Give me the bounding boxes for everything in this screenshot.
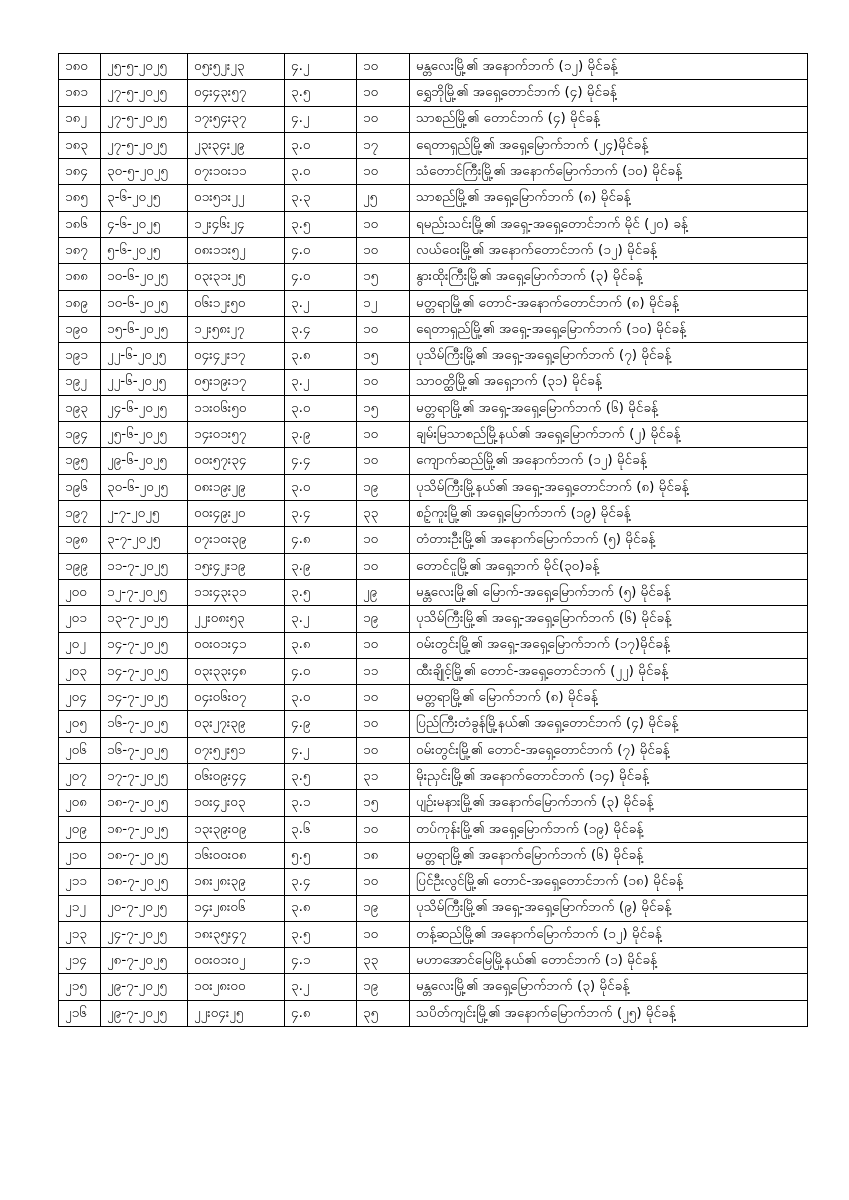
- date-cell: ၁၄-၇-၂၀၂၅: [101, 658, 188, 684]
- location-cell: မိုးညှင်းမြို့၏ အနောက်တောင်ဘက် (၁၄) မိုင်ခန့်: [410, 764, 808, 790]
- location-cell: ပုသိမ်ကြီးမြို့၏ အရှေ့-အရှေ့မြောက်ဘက် (၆) မိုင်ခန့်: [410, 606, 808, 632]
- serial-cell: ၁၈၉: [59, 290, 101, 316]
- location-cell: ကျောက်ဆည်မြို့၏ အနောက်ဘက် (၁၂) မိုင်ခန့်: [410, 448, 808, 474]
- serial-cell: ၁၉၇: [59, 501, 101, 527]
- table-body: [59, 54, 808, 1027]
- serial-cell: ၂၁၀: [59, 842, 101, 868]
- time-cell: ၀၈း၁၉း၂၉: [188, 474, 285, 500]
- table-row: [59, 80, 808, 106]
- date-cell: ၁၆-၇-၂၀၂၅: [101, 737, 188, 763]
- magnitude-cell: ၄.၈: [285, 527, 357, 553]
- depth-cell: ၂၅: [357, 185, 410, 211]
- depth-cell: ၁၀: [357, 816, 410, 842]
- depth-cell: ၁၀: [357, 422, 410, 448]
- date-cell: ၁၇-၇-၂၀၂၅: [101, 764, 188, 790]
- depth-cell: ၁၅: [357, 264, 410, 290]
- date-cell: ၂-၇-၂၀၂၅: [101, 501, 188, 527]
- magnitude-cell: ၃.၈: [285, 632, 357, 658]
- table-row: [59, 790, 808, 816]
- depth-cell: ၃၃: [357, 501, 410, 527]
- magnitude-cell: ၄.၀: [285, 238, 357, 264]
- serial-cell: ၁၈၁: [59, 80, 101, 106]
- date-cell: ၃-၇-၂၀၂၅: [101, 527, 188, 553]
- magnitude-cell: ၃.၂: [285, 369, 357, 395]
- time-cell: ၀၀း၀၁း၄၁: [188, 632, 285, 658]
- serial-cell: ၂၁၄: [59, 948, 101, 974]
- depth-cell: ၁၀: [357, 527, 410, 553]
- location-cell: မန္တလေးမြို့၏ မြောက်-အရှေ့မြောက်ဘက် (၅) မိုင်ခန့်: [410, 579, 808, 605]
- table-row: [59, 106, 808, 132]
- location-cell: မတ္တရာမြို့၏ တောင်-အနောက်တောင်ဘက် (၈) မိုင်ခန့်: [410, 290, 808, 316]
- serial-cell: ၂၀၆: [59, 737, 101, 763]
- date-cell: ၂၂-၆-၂၀၂၅: [101, 343, 188, 369]
- table-row: [59, 54, 808, 80]
- depth-cell: ၁၁: [357, 658, 410, 684]
- date-cell: ၃၀-၆-၂၀၂၅: [101, 474, 188, 500]
- depth-cell: ၁၀: [357, 80, 410, 106]
- table-row: [59, 869, 808, 895]
- magnitude-cell: ၄.၉: [285, 711, 357, 737]
- magnitude-cell: ၃.၁: [285, 790, 357, 816]
- table-row: [59, 921, 808, 947]
- magnitude-cell: ၅.၅: [285, 842, 357, 868]
- serial-cell: ၂၀၄: [59, 685, 101, 711]
- date-cell: ၃၀-၅-၂၀၂၅: [101, 159, 188, 185]
- depth-cell: ၁၉: [357, 606, 410, 632]
- date-cell: ၂၉-၆-၂၀၂၅: [101, 448, 188, 474]
- time-cell: ၁၈း၂၈း၃၉: [188, 869, 285, 895]
- depth-cell: ၁၇: [357, 132, 410, 158]
- depth-cell: ၁၅: [357, 343, 410, 369]
- magnitude-cell: ၄.၂: [285, 106, 357, 132]
- magnitude-cell: ၃.၅: [285, 80, 357, 106]
- time-cell: ၁၈း၃၅း၄၇: [188, 921, 285, 947]
- table-row: [59, 842, 808, 868]
- date-cell: ၂၅-၆-၂၀၂၅: [101, 422, 188, 448]
- time-cell: ၀၄း၄၂း၁၇: [188, 343, 285, 369]
- table-row: [59, 632, 808, 658]
- time-cell: ၀၀း၄၉း၂၀: [188, 501, 285, 527]
- table-row: [59, 264, 808, 290]
- serial-cell: ၂၁၃: [59, 921, 101, 947]
- table-row: [59, 369, 808, 395]
- location-cell: ပုသိမ်ကြီးမြို့၏ အရှေ့-အရှေ့မြောက်ဘက် (၇) မိုင်ခန့်: [410, 343, 808, 369]
- magnitude-cell: ၃.၄: [285, 316, 357, 342]
- time-cell: ၂၂း၀၈း၅၃: [188, 606, 285, 632]
- depth-cell: ၁၅: [357, 790, 410, 816]
- magnitude-cell: ၄.၈: [285, 1000, 357, 1026]
- table-row: [59, 211, 808, 237]
- magnitude-cell: ၃.၂: [285, 290, 357, 316]
- magnitude-cell: ၄.၂: [285, 54, 357, 80]
- table-row: [59, 737, 808, 763]
- depth-cell: ၁၀: [357, 316, 410, 342]
- time-cell: ၁၂း၅၈း၂၇: [188, 316, 285, 342]
- date-cell: ၂၇-၅-၂၀၂၅: [101, 132, 188, 158]
- time-cell: ၁၄း၀၁း၅၇: [188, 422, 285, 448]
- table-row: [59, 895, 808, 921]
- earthquake-table: [58, 53, 808, 1027]
- date-cell: ၂၄-၆-၂၀၂၅: [101, 395, 188, 421]
- depth-cell: ၁၀: [357, 106, 410, 132]
- depth-cell: ၁၀: [357, 711, 410, 737]
- magnitude-cell: ၃.၀: [285, 395, 357, 421]
- serial-cell: ၁၈၃: [59, 132, 101, 158]
- depth-cell: ၁၀: [357, 448, 410, 474]
- time-cell: ၀၅း၅၂း၂၃: [188, 54, 285, 80]
- serial-cell: ၁၉၂: [59, 369, 101, 395]
- table-row: [59, 711, 808, 737]
- serial-cell: ၁၉၅: [59, 448, 101, 474]
- table-row: [59, 132, 808, 158]
- serial-cell: ၁၉၄: [59, 422, 101, 448]
- location-cell: တံတားဦးမြို့၏ အနောက်မြောက်ဘက် (၅) မိုင်ခန့်: [410, 527, 808, 553]
- serial-cell: ၂၁၅: [59, 974, 101, 1000]
- time-cell: ၀၃း၃၁း၂၅: [188, 264, 285, 290]
- table-row: [59, 579, 808, 605]
- table-row: [59, 501, 808, 527]
- depth-cell: ၁၀: [357, 238, 410, 264]
- serial-cell: ၂၀၇: [59, 764, 101, 790]
- time-cell: ၁၀း၂၈း၀၀: [188, 974, 285, 1000]
- depth-cell: ၁၀: [357, 211, 410, 237]
- magnitude-cell: ၄.၂: [285, 737, 357, 763]
- depth-cell: ၃၅: [357, 1000, 410, 1026]
- serial-cell: ၁၉၁: [59, 343, 101, 369]
- table-row: [59, 448, 808, 474]
- table-row: [59, 974, 808, 1000]
- date-cell: ၃-၆-၂၀၂၅: [101, 185, 188, 211]
- magnitude-cell: ၃.၅: [285, 211, 357, 237]
- date-cell: ၁၈-၇-၂၀၂၅: [101, 790, 188, 816]
- location-cell: မတ္တရာမြို့၏ မြောက်ဘက် (၈) မိုင်ခန့်: [410, 685, 808, 711]
- table-row: [59, 395, 808, 421]
- serial-cell: ၁၈၆: [59, 211, 101, 237]
- serial-cell: ၂၀၉: [59, 816, 101, 842]
- date-cell: ၂၄-၇-၂၀၂၅: [101, 921, 188, 947]
- serial-cell: ၂၁၁: [59, 869, 101, 895]
- location-cell: နွားထိုးကြီးမြို့၏ အရှေ့မြောက်ဘက် (၃) မိုင်ခန့်: [410, 264, 808, 290]
- serial-cell: ၂၀၈: [59, 790, 101, 816]
- time-cell: ၀၆း၁၂း၅၀: [188, 290, 285, 316]
- magnitude-cell: ၃.၀: [285, 159, 357, 185]
- depth-cell: ၁၀: [357, 54, 410, 80]
- date-cell: ၁၆-၇-၂၀၂၅: [101, 711, 188, 737]
- date-cell: ၁၄-၇-၂၀၂၅: [101, 685, 188, 711]
- time-cell: ၀၀း၀၁း၀၂: [188, 948, 285, 974]
- serial-cell: ၁၉၀: [59, 316, 101, 342]
- depth-cell: ၁၀: [357, 921, 410, 947]
- location-cell: ပုသိမ်ကြီးမြို့နယ်၏ အရှေ့-အရှေ့တောင်ဘက် (၈) မိုင်ခန့်: [410, 474, 808, 500]
- date-cell: ၄-၆-၂၀၂၅: [101, 211, 188, 237]
- magnitude-cell: ၃.၉: [285, 422, 357, 448]
- location-cell: ပြင်ဦးလွင်မြို့၏ တောင်-အရှေ့တောင်ဘက် (၁၈) မိုင်ခန့်: [410, 869, 808, 895]
- magnitude-cell: ၄.၀: [285, 658, 357, 684]
- date-cell: ၂၇-၅-၂၀၂၅: [101, 106, 188, 132]
- location-cell: မတ္တရာမြို့၏ အနောက်မြောက်ဘက် (၆) မိုင်ခန့်: [410, 842, 808, 868]
- table-row: [59, 343, 808, 369]
- location-cell: သာဝတ္ထိမြို့၏ အရှေ့ဘက် (၃၁) မိုင်ခန့်: [410, 369, 808, 395]
- table-row: [59, 527, 808, 553]
- location-cell: ပျဉ်းမနားမြို့၏ အနောက်မြောက်ဘက် (၃) မိုင်ခန့်: [410, 790, 808, 816]
- date-cell: ၁၀-၆-၂၀၂၅: [101, 290, 188, 316]
- table-row: [59, 948, 808, 974]
- time-cell: ၁၀း၄၂း၀၃: [188, 790, 285, 816]
- serial-cell: ၁၈၂: [59, 106, 101, 132]
- location-cell: တောင်ငူမြို့၏ အရှေ့ဘက် မိုင်(၃၀)ခန့်: [410, 553, 808, 579]
- table-row: [59, 816, 808, 842]
- depth-cell: ၁၂: [357, 290, 410, 316]
- location-cell: တန့်ဆည်မြို့၏ အနောက်မြောက်ဘက် (၁၂) မိုင်ခန့်: [410, 921, 808, 947]
- depth-cell: ၁၀: [357, 553, 410, 579]
- location-cell: တပ်ကုန်းမြို့၏ အရှေ့မြောက်ဘက် (၁၉) မိုင်ခန့်: [410, 816, 808, 842]
- serial-cell: ၂၀၂: [59, 632, 101, 658]
- serial-cell: ၁၈၅: [59, 185, 101, 211]
- depth-cell: ၁၅: [357, 395, 410, 421]
- magnitude-cell: ၃.၈: [285, 895, 357, 921]
- magnitude-cell: ၃.၉: [285, 553, 357, 579]
- time-cell: ၀၇း၁၀း၃၉: [188, 527, 285, 553]
- date-cell: ၁၁-၇-၂၀၂၅: [101, 553, 188, 579]
- magnitude-cell: ၃.၄: [285, 501, 357, 527]
- table-row: [59, 238, 808, 264]
- table-row: [59, 1000, 808, 1026]
- magnitude-cell: ၃.၄: [285, 869, 357, 895]
- location-cell: ဝမ်းတွင်းမြို့၏ အရှေ့-အရှေ့မြောက်ဘက် (၁၇)မိုင်ခန့်: [410, 632, 808, 658]
- magnitude-cell: ၃.၂: [285, 974, 357, 1000]
- table-row: [59, 606, 808, 632]
- location-cell: ပြည်ကြီးတံခွန်မြို့နယ်၏ အရှေ့တောင်ဘက် (၄) မိုင်ခန့်: [410, 711, 808, 737]
- time-cell: ၀၈း၁၁း၅၂: [188, 238, 285, 264]
- serial-cell: ၂၁၂: [59, 895, 101, 921]
- date-cell: ၁၈-၇-၂၀၂၅: [101, 869, 188, 895]
- magnitude-cell: ၃.၈: [285, 343, 357, 369]
- serial-cell: ၁၉၉: [59, 553, 101, 579]
- table-row: [59, 553, 808, 579]
- location-cell: သံတောင်ကြီးမြို့၏ အနောက်မြောက်ဘက် (၁၀) မိုင်ခန့်: [410, 159, 808, 185]
- magnitude-cell: ၃.၅: [285, 579, 357, 605]
- time-cell: ၁၇း၅၄း၃၇: [188, 106, 285, 132]
- date-cell: ၅-၆-၂၀၂၅: [101, 238, 188, 264]
- serial-cell: ၁၈၇: [59, 238, 101, 264]
- date-cell: ၁၅-၆-၂၀၂၅: [101, 316, 188, 342]
- time-cell: ၀၃း၂၇း၃၉: [188, 711, 285, 737]
- table-row: [59, 290, 808, 316]
- table-row: [59, 764, 808, 790]
- date-cell: ၁၄-၇-၂၀၂၅: [101, 632, 188, 658]
- location-cell: သပိတ်ကျင်းမြို့၏ အနောက်မြောက်ဘက် (၂၅) မိုင်ခန့်: [410, 1000, 808, 1026]
- serial-cell: ၁၉၈: [59, 527, 101, 553]
- table-row: [59, 474, 808, 500]
- serial-cell: ၁၈၈: [59, 264, 101, 290]
- depth-cell: ၁၀: [357, 737, 410, 763]
- time-cell: ၁၃း၃၉း၀၉: [188, 816, 285, 842]
- date-cell: ၁၃-၇-၂၀၂၅: [101, 606, 188, 632]
- date-cell: ၂၈-၇-၂၀၂၅: [101, 948, 188, 974]
- magnitude-cell: ၃.၂: [285, 606, 357, 632]
- magnitude-cell: ၃.၅: [285, 764, 357, 790]
- table-row: [59, 185, 808, 211]
- time-cell: ၁၆း၀၀း၀၈: [188, 842, 285, 868]
- time-cell: ၂၃း၃၄း၂၉: [188, 132, 285, 158]
- serial-cell: ၂၀၁: [59, 606, 101, 632]
- depth-cell: ၁၀: [357, 869, 410, 895]
- time-cell: ၀၇း၁၀း၁၁: [188, 159, 285, 185]
- date-cell: ၂၀-၇-၂၀၂၅: [101, 895, 188, 921]
- location-cell: မတ္တရာမြို့၏ အရှေ့-အရှေ့မြောက်ဘက် (၆) မိုင်ခန့်: [410, 395, 808, 421]
- depth-cell: ၁၀: [357, 369, 410, 395]
- time-cell: ၁၄း၂၈း၀၆: [188, 895, 285, 921]
- magnitude-cell: ၄.၄: [285, 448, 357, 474]
- depth-cell: ၁၀: [357, 159, 410, 185]
- serial-cell: ၁၈၄: [59, 159, 101, 185]
- date-cell: ၂၉-၇-၂၀၂၅: [101, 974, 188, 1000]
- location-cell: စဉ့်ကူးမြို့၏ အရှေ့မြောက်ဘက် (၁၉) မိုင်ခန့်: [410, 501, 808, 527]
- table-row: [59, 658, 808, 684]
- serial-cell: ၁၉၆: [59, 474, 101, 500]
- time-cell: ၀၁း၅၁း၂၂: [188, 185, 285, 211]
- depth-cell: ၁၈: [357, 842, 410, 868]
- table-row: [59, 316, 808, 342]
- location-cell: ပုသိမ်ကြီးမြို့၏ အရှေ့-အရှေ့မြောက်ဘက် (၉) မိုင်ခန့်: [410, 895, 808, 921]
- depth-cell: ၃၁: [357, 764, 410, 790]
- location-cell: ဝမ်းတွင်းမြို့၏ တောင်-အရှေ့တောင်ဘက် (၇) မိုင်ခန့်: [410, 737, 808, 763]
- table-row: [59, 159, 808, 185]
- depth-cell: ၁၀: [357, 632, 410, 658]
- time-cell: ၀၀း၅၇း၃၄: [188, 448, 285, 474]
- location-cell: ထီးချိုင့်မြို့၏ တောင်-အရှေ့တောင်ဘက် (၂၂) မိုင်ခန့်: [410, 658, 808, 684]
- location-cell: မဟာအောင်မြေမြို့နယ်၏ တောင်ဘက် (၁) မိုင်ခန့်: [410, 948, 808, 974]
- magnitude-cell: ၃.၀: [285, 685, 357, 711]
- depth-cell: ၂၉: [357, 579, 410, 605]
- time-cell: ၀၇း၅၂း၅၁: [188, 737, 285, 763]
- time-cell: ၀၄း၀၆း၀၇: [188, 685, 285, 711]
- time-cell: ၁၁း၀၆း၅၀: [188, 395, 285, 421]
- magnitude-cell: ၃.၀: [285, 474, 357, 500]
- magnitude-cell: ၃.၅: [285, 921, 357, 947]
- date-cell: ၂၉-၇-၂၀၂၅: [101, 1000, 188, 1026]
- time-cell: ၀၆း၀၉း၄၄: [188, 764, 285, 790]
- magnitude-cell: ၃.၆: [285, 816, 357, 842]
- depth-cell: ၁၉: [357, 974, 410, 1000]
- location-cell: ရွှေဘိုမြို့၏ အရှေ့တောင်ဘက် (၄) မိုင်ခန့်: [410, 80, 808, 106]
- serial-cell: ၁၉၃: [59, 395, 101, 421]
- date-cell: ၁၈-၇-၂၀၂၅: [101, 816, 188, 842]
- time-cell: ၂၂း၀၄း၂၅: [188, 1000, 285, 1026]
- location-cell: ရမည်းသင်းမြို့၏ အရှေ့-အရှေ့တောင်ဘက် မိုင် (၂၀) ခန့်: [410, 211, 808, 237]
- time-cell: ၀၃း၃၃း၄၈: [188, 658, 285, 684]
- time-cell: ၁၂း၄၆း၂၄: [188, 211, 285, 237]
- location-cell: ရေတာရှည်မြို့၏ အရှေ့မြောက်ဘက် (၂၄)မိုင်ခန့်: [410, 132, 808, 158]
- magnitude-cell: ၃.၃: [285, 185, 357, 211]
- serial-cell: ၂၁၆: [59, 1000, 101, 1026]
- date-cell: ၁၈-၇-၂၀၂၅: [101, 842, 188, 868]
- magnitude-cell: ၄.၀: [285, 264, 357, 290]
- time-cell: ၁၁း၄၃း၃၁: [188, 579, 285, 605]
- depth-cell: ၃၃: [357, 948, 410, 974]
- location-cell: ရေတာရှည်မြို့၏ အရှေ့-အရှေ့မြောက်ဘက် (၁၀) မိုင်ခန့်: [410, 316, 808, 342]
- magnitude-cell: ၄.၁: [285, 948, 357, 974]
- location-cell: ချမ်းမြသာစည်မြို့နယ်၏ အရှေ့မြောက်ဘက် (၂) မိုင်ခန့်: [410, 422, 808, 448]
- date-cell: ၁၂-၇-၂၀၂၅: [101, 579, 188, 605]
- location-cell: လယ်ဝေးမြို့၏ အနောက်တောင်ဘက် (၁၂) မိုင်ခန့်: [410, 238, 808, 264]
- table-row: [59, 685, 808, 711]
- date-cell: ၂၂-၆-၂၀၂၅: [101, 369, 188, 395]
- serial-cell: ၂၀၃: [59, 658, 101, 684]
- time-cell: ၀၄း၄၃း၅၇: [188, 80, 285, 106]
- location-cell: မန္တလေးမြို့၏ အရှေ့မြောက်ဘက် (၃) မိုင်ခန့်: [410, 974, 808, 1000]
- location-cell: သာစည်မြို့၏ အရှေ့မြောက်ဘက် (၈) မိုင်ခန့်: [410, 185, 808, 211]
- magnitude-cell: ၃.၀: [285, 132, 357, 158]
- location-cell: မန္တလေးမြို့၏ အနောက်ဘက် (၁၂) မိုင်ခန့်: [410, 54, 808, 80]
- location-cell: သာစည်မြို့၏ တောင်ဘက် (၄) မိုင်ခန့်: [410, 106, 808, 132]
- time-cell: ၀၅း၁၉း၁၇: [188, 369, 285, 395]
- depth-cell: ၁၉: [357, 895, 410, 921]
- date-cell: ၂၇-၅-၂၀၂၅: [101, 80, 188, 106]
- date-cell: ၂၅-၅-၂၀၂၅: [101, 54, 188, 80]
- depth-cell: ၁၀: [357, 685, 410, 711]
- serial-cell: ၂၀၀: [59, 579, 101, 605]
- serial-cell: ၂၀၅: [59, 711, 101, 737]
- table-row: [59, 422, 808, 448]
- time-cell: ၁၅း၄၂း၁၉: [188, 553, 285, 579]
- date-cell: ၁၀-၆-၂၀၂၅: [101, 264, 188, 290]
- serial-cell: ၁၈၀: [59, 54, 101, 80]
- depth-cell: ၁၉: [357, 474, 410, 500]
